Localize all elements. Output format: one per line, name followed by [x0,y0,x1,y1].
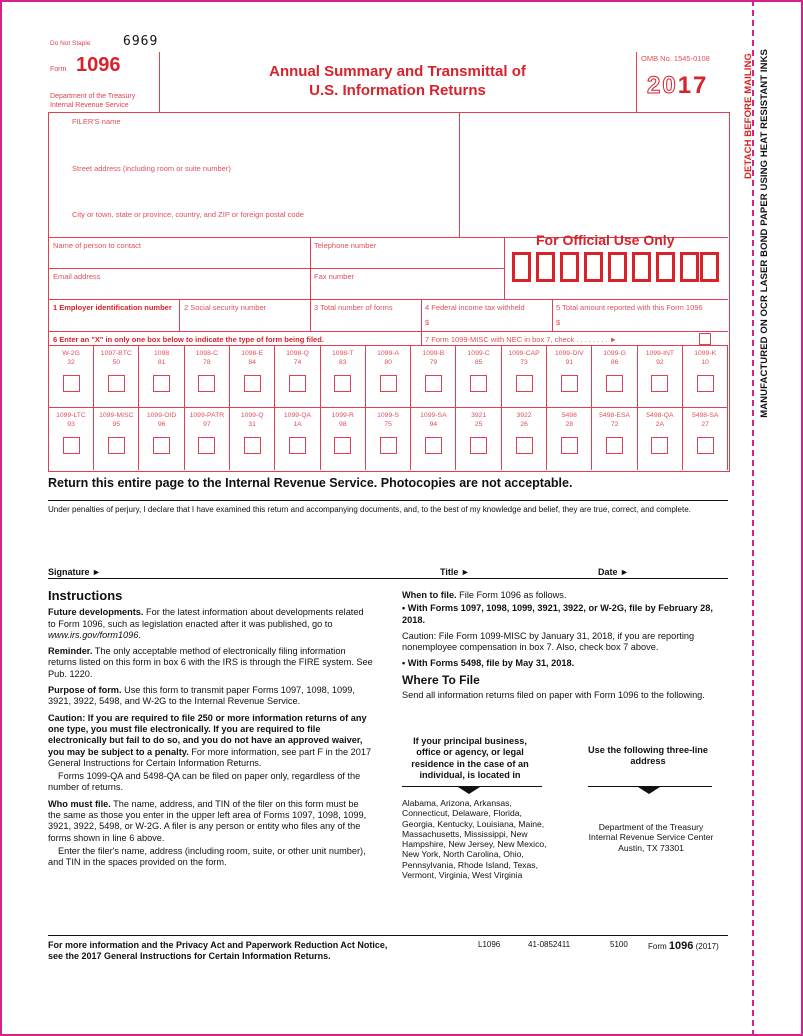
detach-notice: DETACH BEFORE MAILING [743,53,754,179]
form-number: 1096 [668,940,694,952]
form-type-cell[interactable] [185,346,230,408]
para-heading: Who must file. [48,798,111,809]
form-type-code: 26 [520,421,528,428]
form-type-label [547,349,591,367]
box1-ein: 1 Employer identification number [53,303,172,312]
form-type-code: 79 [429,359,438,366]
telephone-label: Telephone number [314,241,377,250]
form-type-checkbox[interactable] [470,375,487,392]
form-type-name: 1099-G [603,350,626,357]
form-type-name: 1097-BTC [100,350,132,357]
form-type-cell[interactable] [366,408,411,470]
form-type-cell[interactable] [321,346,366,408]
form-type-label [593,349,637,367]
form-type-name: 1099-LTC [56,412,86,419]
official-use-box [512,252,531,282]
grid-line [310,237,311,299]
form-type-checkbox[interactable] [108,375,125,392]
form-type-checkbox[interactable] [516,375,533,392]
form-type-checkbox[interactable] [289,437,306,454]
dollar-sign: $ [425,318,430,327]
form-type-code: 1A [293,421,302,428]
form-type-cell[interactable] [683,408,728,470]
form-type-name: 1099-MISC [99,412,134,419]
form-type-label [411,411,455,429]
reminder [48,646,373,680]
grid-line [459,113,460,237]
grid-line [48,299,728,300]
form-type-label [94,349,138,367]
form-type-label [94,411,138,429]
form-type-checkbox[interactable] [651,375,668,392]
form-type-cell[interactable] [502,408,547,470]
form-type-checkbox[interactable] [334,375,351,392]
department [50,92,135,110]
grid-line [504,237,505,299]
catalog-code: 41-0852411 [528,940,571,949]
form-type-label [683,411,727,429]
form-year: (2017) [695,942,719,951]
form-type-label [185,411,229,429]
form-type-cell[interactable] [366,346,411,408]
form-type-cell[interactable] [185,408,230,470]
form-type-cell[interactable] [94,346,139,408]
side-notice [737,45,797,465]
form-type-name: 5498-SA [691,412,719,419]
form-type-code: 93 [67,421,75,428]
form-type-label [276,411,320,429]
form-type-cell[interactable] [593,346,638,408]
year-suffix: 17 [677,72,709,99]
form-type-cell[interactable] [457,408,502,470]
form-type-checkbox[interactable] [63,437,80,454]
form-type-code: 50 [112,359,121,366]
location-col-head: If your principal business, office or agency, or legal residence in the case of an individual, is located in [411,736,529,780]
form-type-code: 28 [565,421,574,428]
form-type-code: 2A [655,421,665,428]
when-to-file [402,590,728,601]
who-must-file [48,799,373,844]
form-type-cell[interactable] [683,346,728,408]
form-title [160,62,635,100]
title-line: Annual Summary and Transmittal of [269,63,526,80]
handwritten-number: 6969 [123,34,159,49]
form-type-code: 95 [112,421,121,428]
form-type-checkbox[interactable] [244,375,261,392]
deadline-2: • With Forms 5498, file by May 31, 2018. [402,658,575,669]
form-type-label [638,349,682,367]
irs-link[interactable]: www.irs.gov/form1096 [48,629,139,640]
form-type-name: 1099-INT [645,350,675,357]
form-type-checkbox[interactable] [198,375,215,392]
form-type-cell[interactable] [457,346,502,408]
form-type-label [230,349,274,367]
para-text: The only acceptable method of electronically filing information returns listed on this form in box 6 with the IRS is through the FIRE system. See Pub. 1220. [48,646,373,679]
form-type-label [411,349,455,367]
form-type-name: 1099-S [377,412,400,419]
form-type-cell[interactable] [547,408,592,470]
para-text: The name, address, and TIN of the filer on this form must be the same as those you enter in the upper left area of Forms 1097, 1098, 1099, 3921, 3922, 5498, or W-2G. A filer is any person or entity who files any of the forms shown in line 6 above. [48,798,367,843]
box7-instruction: 7 Form 1099-MISC with NEC in box 7, check . . . . . . . . ► [425,335,618,344]
form-type-checkbox[interactable] [606,437,623,454]
form-type-code: 25 [474,421,483,428]
form-type-checkbox[interactable] [606,375,623,392]
form-type-checkbox[interactable] [108,437,125,454]
form-type-cell[interactable] [230,408,275,470]
omb-number: OMB No. 1545-0108 [641,54,710,63]
form-type-label [49,411,93,429]
form-type-cell[interactable] [411,408,456,470]
form-type-code: 27 [701,421,709,428]
return-notice: Return this entire page to the Internal Revenue Service. Photocopies are not acceptable. [48,476,573,490]
form-type-code: 94 [429,421,438,428]
divider [48,935,728,936]
instructions-heading: Instructions [48,588,123,603]
form-type-code: 74 [293,359,302,366]
filers-name-label: FILER'S name [72,117,121,126]
form-type-code: 98 [339,421,347,428]
form-type-name: W-2G [62,350,80,357]
para-heading: Reminder. [48,646,93,657]
form-type-name: 1099-PATR [189,412,225,419]
omb-box [636,52,729,112]
instructions-column [48,590,373,874]
perjury-statement: Under penalties of perjury, I declare that I have examined this return and accompanying documents, and, to the best of my knowledge and belief, they are true, correct, and complete. [48,505,691,514]
form-type-code: 81 [157,359,166,366]
dept-line: Internal Revenue Service [50,102,129,109]
form-type-checkbox[interactable] [63,375,80,392]
form-type-checkbox[interactable] [380,437,397,454]
form-type-code: 86 [610,359,619,366]
form-type-checkbox[interactable] [516,437,533,454]
form-type-cell[interactable] [321,408,366,470]
box3-total-forms: 3 Total number of forms [314,303,393,312]
footer-line: see the 2017 General Instructions for Certain Information Returns. [48,951,331,961]
form-type-code: 31 [248,421,256,428]
dept-line: Department of the Treasury [50,93,136,100]
caution-misc: Caution: File Form 1099-MISC by January 31, 2018, if you are reporting nonemployee compensation in box 7. Also, check box 7 above. [402,630,695,653]
form-type-name: 1098-E [241,350,264,357]
title-label: Title ► [440,567,470,577]
catalog-code: 5100 [610,940,628,949]
para-text: . [138,629,141,640]
form-type-name: 1099-K [694,350,717,357]
form-type-label [502,349,546,367]
form-type-code: 32 [67,359,75,366]
form-type-name: 1099-B [422,350,445,357]
street-label: Street address (including room or suite number) [72,164,231,173]
form-number: 1096 [76,54,121,76]
signature-label: Signature ► [48,567,101,577]
official-use-box [584,252,603,282]
form-type-label [230,411,274,429]
form-type-checkbox[interactable] [425,375,442,392]
grid-line [179,299,180,331]
form-type-name: 1099-R [331,412,354,419]
form-type-cell[interactable] [276,408,321,470]
para-text: For the latest information about developments related to Form 1096, such as legislation enacted after it was published, go to [48,607,364,629]
form-type-name: 5498-QA [646,412,674,419]
title-line: U.S. Information Returns [309,82,486,99]
form-type-label [321,411,365,429]
address-col-head: Use the following three-line address [588,745,708,767]
form-type-name: 3921 [471,412,487,419]
form-type-name: 1099-SA [420,412,447,419]
contact-label: Name of person to contact [53,241,141,250]
irs-address [576,822,726,853]
form-type-cell[interactable] [638,408,683,470]
arrow-down-icon [458,787,480,794]
address-line: Internal Revenue Service Center [588,832,714,843]
signature-line [48,578,728,579]
form-type-label [683,349,727,367]
form-type-cell[interactable] [49,346,94,408]
form-type-name: 1099-Q [240,412,264,419]
form-type-label [185,349,229,367]
state-list: Alabama, Arizona, Arkansas, Connecticut, Delaware, Florida, Georgia, Kentucky, Louisiana, Maine, Massachusetts, Mississippi, New Hampshire, New Jersey, New Mexico, New York, North Carolina, Ohio, Pennsylvania, Rhode Island, Texas, Vermont, Virginia, West Virginia [402,798,547,881]
form-footer-id [648,940,719,952]
form-type-label [276,349,320,367]
form-type-code: 92 [656,359,664,366]
filing-column [402,590,728,706]
form-type-label [49,349,93,367]
form-type-checkbox[interactable] [289,375,306,392]
form-type-code: 75 [384,421,392,428]
email-label: Email address [53,272,101,281]
form-type-cell[interactable] [140,346,185,408]
form-type-name: 1099-A [377,350,400,357]
form-type-label [140,411,184,429]
tax-year [647,72,708,100]
para-heading: Purpose of form. [48,685,122,696]
form-type-name: 5498-ESA [599,412,631,419]
form-type-code: 83 [339,359,347,366]
fax-label: Fax number [314,272,355,281]
form-type-cell[interactable] [49,408,94,470]
form-type-checkbox[interactable] [244,437,261,454]
do-not-staple: Do Not Staple [50,40,91,47]
form-type-name: 1098-T [332,350,354,357]
form-type-name: 1099-OID [146,412,177,419]
form-type-name: 3922 [516,412,532,419]
para-heading: Future developments. [48,607,144,618]
form-word: Form [50,66,67,73]
caution [48,713,373,769]
official-use-box [536,252,555,282]
form-type-name: 1099-DIV [554,350,584,357]
form-type-code: 73 [520,359,528,366]
form-type-code: 78 [203,359,211,366]
form-type-label [457,349,501,367]
where-to-file-heading: Where To File [402,672,480,687]
official-use-box [680,252,699,282]
official-use-box [632,252,651,282]
year-prefix: 20 [647,72,678,99]
form-type-code: 72 [610,421,619,428]
form-type-checkbox[interactable] [561,375,578,392]
form-type-label [457,411,501,429]
where-to-file-text: Send all information returns filed on paper with Form 1096 to the following. [402,690,705,701]
city-label: City or town, state or province, country, and ZIP or foreign postal code [72,210,304,219]
form-type-cell[interactable] [411,346,456,408]
date-label: Date ► [598,567,629,577]
form-type-name: 1098-Q [286,350,309,357]
form-type-label [638,411,682,429]
form-type-label [140,349,184,367]
form-type-checkbox[interactable] [198,437,215,454]
footer-line: For more information and the Privacy Act and Paperwork Reduction Act Notice, [48,940,388,950]
form-type-label [321,349,365,367]
box7-checkbox[interactable] [699,333,711,345]
official-use-box [656,252,675,282]
future-developments [48,607,373,641]
grid-line [421,299,422,345]
form-type-code: 97 [203,421,211,428]
form-type-label [547,411,591,429]
form-type-name: 1099-CAP [508,350,540,357]
form-type-checkbox[interactable] [425,437,442,454]
para-text: File Form 1096 as follows. [456,590,567,600]
form-type-checkbox[interactable] [697,375,714,392]
form-type-code: 96 [157,421,166,428]
form-type-cell[interactable] [593,408,638,470]
box6-instruction: 6 Enter an "X" in only one box below to indicate the type of form being filed. [53,335,324,344]
official-use-box [608,252,627,282]
official-use-box [700,252,719,282]
qa-note: Forms 1099-QA and 5498-QA can be filed on paper only, regardless of the number of returns. [48,771,361,793]
form-type-cell[interactable] [140,408,185,470]
purpose [48,685,373,708]
para-text: Use this form to transmit paper Forms 1097, 1098, 1099, 3921, 3922, 5498, and W-2G to the Internal Revenue Service. [48,685,355,707]
address-line: Austin, TX 73301 [618,842,684,853]
deadline-1: • With Forms 1097, 1098, 1099, 3921, 3922, or W-2G, file by February 28, 2018. [402,603,713,625]
official-use-heading: For Official Use Only [536,232,675,248]
form-type-checkbox[interactable] [470,437,487,454]
form-type-cell[interactable] [94,408,139,470]
form-type-code: 80 [384,359,392,366]
form-type-checkbox[interactable] [380,375,397,392]
form-type-cell[interactable] [638,346,683,408]
para-text: For more information, see part F in the 2017 General Instructions for Certain Information Returns. [48,746,372,768]
catalog-code: L1096 [478,940,501,949]
form-type-checkbox[interactable] [334,437,351,454]
form-type-checkbox[interactable] [561,437,578,454]
form-type-name: 1098-C [195,350,219,357]
box5-total-amount: 5 Total amount reported with this Form 1096 [556,303,703,312]
form-type-cell[interactable] [276,346,321,408]
form-type-checkbox[interactable] [697,437,714,454]
form-type-code: 91 [565,359,574,366]
form-type-name: 1098 [154,350,170,357]
para-heading: Caution: If you are required to file 250 or more information returns of any one type, you must file electronically. If you are required to file electronically but fail to do so, and you do not have an approved waiver, you may be subject to a penalty. [48,712,367,757]
form-type-cell[interactable] [502,346,547,408]
paper-notice: MANUFACTURED ON OCR LASER BOND PAPER USING HEAT RESISTANT INKS [759,49,770,418]
form-type-name: 5498 [561,412,577,419]
enter-filer: Enter the filer's name, address (including room, suite, or other unit number), and TIN in the spaces provided on the form. [48,845,366,868]
form-type-label [593,411,637,429]
form-word: Form [648,942,667,951]
box2-ssn: 2 Social security number [184,303,267,312]
form-type-label [366,349,410,367]
form-type-code: 84 [248,359,256,366]
divider [48,500,728,501]
form-type-label [366,411,410,429]
para-heading: When to file. [402,590,457,600]
form-type-cell[interactable] [230,346,275,408]
grid-line [310,299,311,331]
form-type-code: 10 [701,359,709,366]
dollar-sign: $ [556,318,561,327]
official-use-box [560,252,579,282]
grid-line [48,268,504,269]
arrow-down-icon [638,787,660,794]
address-line: Department of the Treasury [598,822,704,832]
form-type-name: 1099-C [467,350,490,357]
form-type-checkbox[interactable] [153,375,170,392]
footer-notice [48,940,387,962]
grid-line [48,331,728,332]
form-type-code: 85 [474,359,483,366]
form-type-cell[interactable] [547,346,592,408]
form-type-checkbox[interactable] [651,437,668,454]
grid-line [552,299,553,331]
form-type-checkbox[interactable] [153,437,170,454]
box4-fed-tax: 4 Federal income tax withheld [425,303,525,312]
form-type-label [502,411,546,429]
form-type-name: 1099-QA [283,412,312,419]
